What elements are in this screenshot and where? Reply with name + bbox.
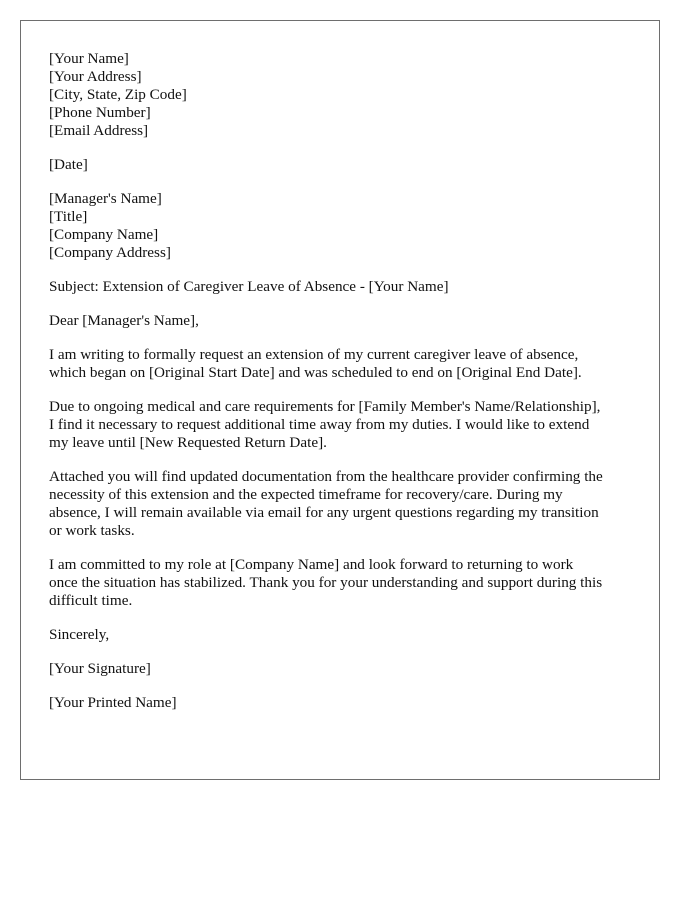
subject-line: Subject: Extension of Caregiver Leave of Absence - [Your Name] <box>49 278 449 295</box>
body-line: absence, I will remain available via email for any urgent questions regarding my transition <box>49 504 599 521</box>
letter-date: [Date] <box>49 156 88 173</box>
signature-block <box>49 660 639 678</box>
body-paragraph-1 <box>49 346 639 382</box>
body-line: I am writing to formally request an extension of my current caregiver leave of absence, <box>49 346 579 363</box>
body-line: I find it necessary to request additional time away from my duties. I would like to extend <box>49 416 590 433</box>
signature-placeholder: [Your Signature] <box>49 660 151 677</box>
recipient-title: [Title] <box>49 208 88 225</box>
body-line: once the situation has stabilized. Thank you for your understanding and support during this <box>49 574 603 591</box>
body-line: I am committed to my role at [Company Name] and look forward to returning to work <box>49 556 574 573</box>
body-line: Attached you will find updated documentation from the healthcare provider confirming the <box>49 468 603 485</box>
salutation-block <box>49 312 639 330</box>
body-line: which began on [Original Start Date] and was scheduled to end on [Original End Date]. <box>49 364 582 381</box>
printed-name: [Your Printed Name] <box>49 694 177 711</box>
subject-line-block <box>49 278 639 296</box>
body-paragraph-3 <box>49 468 639 540</box>
sender-city-state-zip: [City, State, Zip Code] <box>49 86 187 103</box>
sender-name: [Your Name] <box>49 50 129 67</box>
recipient-block <box>49 190 639 262</box>
letter-page <box>20 20 660 780</box>
date-block <box>49 156 639 174</box>
closing-block <box>49 626 639 644</box>
body-line: my leave until [New Requested Return Date]. <box>49 434 327 451</box>
sender-phone: [Phone Number] <box>49 104 151 121</box>
body-line: Due to ongoing medical and care requirements for [Family Member's Name/Relationship], <box>49 398 601 415</box>
body-line: or work tasks. <box>49 522 135 539</box>
printed-name-block <box>49 694 639 712</box>
body-paragraph-2 <box>49 398 639 452</box>
recipient-name: [Manager's Name] <box>49 190 162 207</box>
sender-email: [Email Address] <box>49 122 149 139</box>
closing: Sincerely, <box>49 626 110 643</box>
sender-address: [Your Address] <box>49 68 142 85</box>
recipient-address: [Company Address] <box>49 244 171 261</box>
sender-block <box>49 50 639 140</box>
body-paragraph-4 <box>49 556 639 610</box>
body-line: difficult time. <box>49 592 133 609</box>
salutation: Dear [Manager's Name], <box>49 312 199 329</box>
recipient-company: [Company Name] <box>49 226 159 243</box>
body-line: necessity of this extension and the expected timeframe for recovery/care. During my <box>49 486 563 503</box>
